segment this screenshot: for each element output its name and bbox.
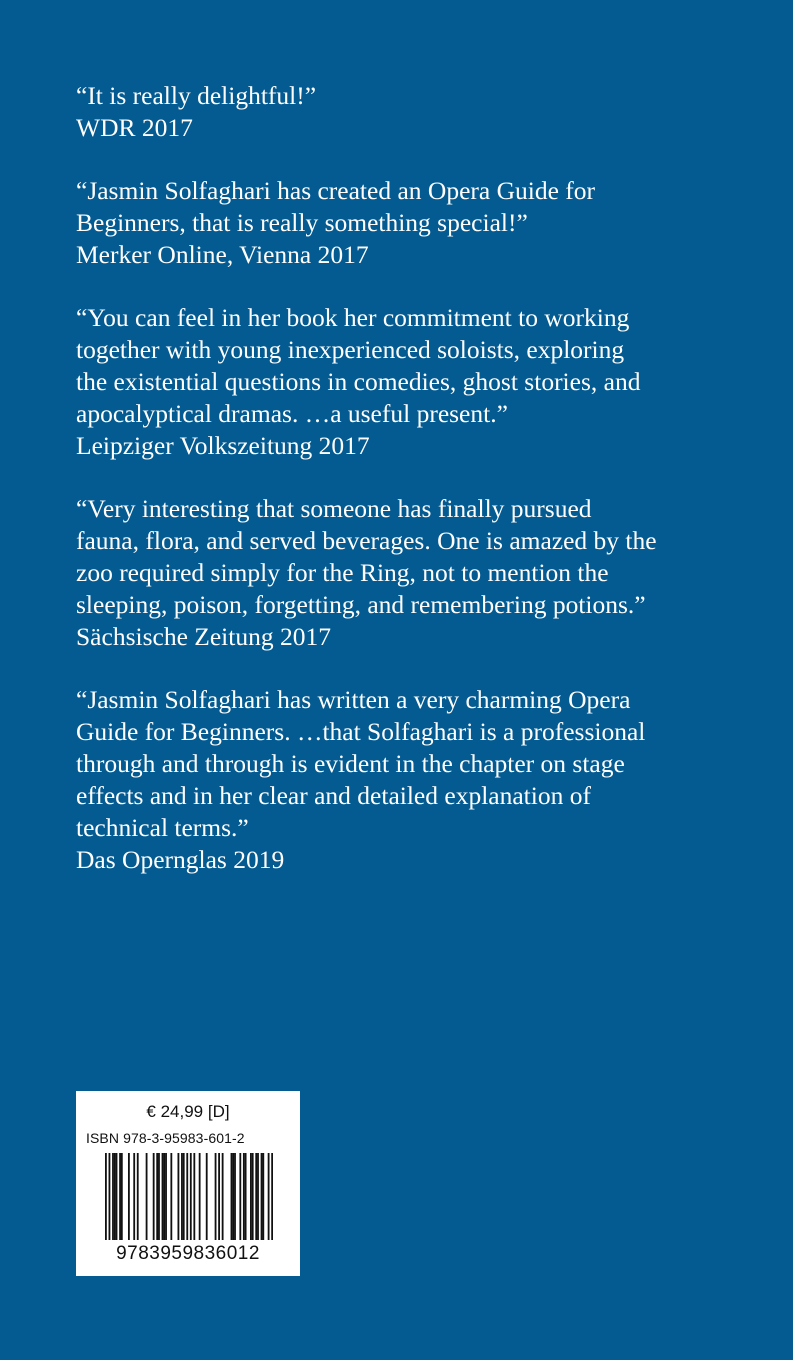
barcode-bar [232,1153,234,1240]
barcode-bar [261,1153,263,1240]
barcode-panel [76,1091,300,1276]
barcode-bar [199,1153,201,1240]
quote-text-line: effects and in her clear and detailed explanation of [76,781,591,810]
quote-text-line: “It is really delightful!” [76,81,317,110]
review-quote [76,493,766,653]
quote-text-line: “Jasmin Solfaghari has created an Opera Guide for [76,176,596,205]
barcode-bar [133,1153,135,1240]
barcode-bar [190,1153,192,1240]
barcode-bar [268,1153,270,1240]
quote-text-line: fauna, flora, and served beverages. One is amazed by the [76,526,657,555]
barcode-bar [162,1153,164,1240]
quote-source: Merker Online, Vienna 2017 [76,240,369,269]
quote-source: Leipziger Volkszeitung 2017 [76,431,370,460]
quote-text-line: technical terms.” [76,813,249,842]
barcode-bar [121,1153,123,1240]
barcode-bar [257,1153,259,1240]
barcode-bar [158,1153,160,1240]
barcode-bar [165,1153,167,1240]
barcode-bar [163,1153,165,1240]
price-label: € 24,99 [D] [146,1102,230,1121]
barcode-bar [262,1153,264,1240]
barcode-bar [114,1153,116,1240]
barcode-bar [146,1153,148,1240]
barcode-bar [234,1153,236,1240]
barcode-icon [105,1153,273,1240]
barcode-bar [271,1153,273,1240]
isbn-label: ISBN 978-3-95983-601-2 [86,1130,245,1146]
barcode-bar [231,1153,233,1240]
quote-text-line: sleeping, poison, forgetting, and remembering potions.” [76,590,646,619]
review-quote [76,175,766,271]
quote-text-line: together with young inexperienced soloists, exploring [76,335,625,364]
barcode-bar [170,1153,172,1240]
barcode-bar [215,1153,217,1240]
barcode-bar [153,1153,155,1240]
quote-source: Sächsische Zeitung 2017 [76,622,331,651]
barcode-bar [222,1153,224,1240]
quote-text-line: Beginners, that is really something special!” [76,208,528,237]
review-quote [76,302,766,462]
quote-source: Das Opernglas 2019 [76,845,285,874]
barcode-bar [245,1153,247,1240]
barcode-bar [250,1153,252,1240]
barcode-bar [255,1153,257,1240]
quote-text-line: “Very interesting that someone has finally pursued [76,494,592,523]
barcode-bar [243,1153,245,1240]
review-quote [76,684,766,876]
barcode-bar [109,1153,111,1240]
barcode-bar [116,1153,118,1240]
barcode-bar [239,1153,241,1240]
quote-text-line: zoo required simply for the Ring, not to mention the [76,558,609,587]
quote-source: WDR 2017 [76,113,193,142]
barcode-bar [186,1153,188,1240]
review-quote [76,80,766,144]
barcode-bar [218,1153,220,1240]
barcode-bar [252,1153,254,1240]
quote-text-line: through and through is evident in the chapter on stage [76,749,625,778]
barcode-bar [119,1153,121,1240]
barcode-bar [206,1153,208,1240]
review-quotes [76,80,766,907]
barcode-bar [178,1153,180,1240]
barcode-bar [181,1153,183,1240]
ean-number: 9783959836012 [116,1243,260,1264]
quote-text-line: Guide for Beginners. …that Solfaghari is a professional [76,717,646,746]
barcode-bar [112,1153,114,1240]
barcode-bar [128,1153,130,1240]
barcode-bar [156,1153,158,1240]
barcode-bar [193,1153,195,1240]
quote-text-line: apocalyptical dramas. …a useful present.” [76,399,508,428]
quote-text-line: “You can feel in her book her commitment to working [76,303,630,332]
barcode-bar [137,1153,139,1240]
quote-text-line: the existential questions in comedies, ghost stories, and [76,367,641,396]
quote-text-line: “Jasmin Solfaghari has written a very charming Opera [76,685,631,714]
barcode-bar [105,1153,107,1240]
barcode-bar [183,1153,185,1240]
